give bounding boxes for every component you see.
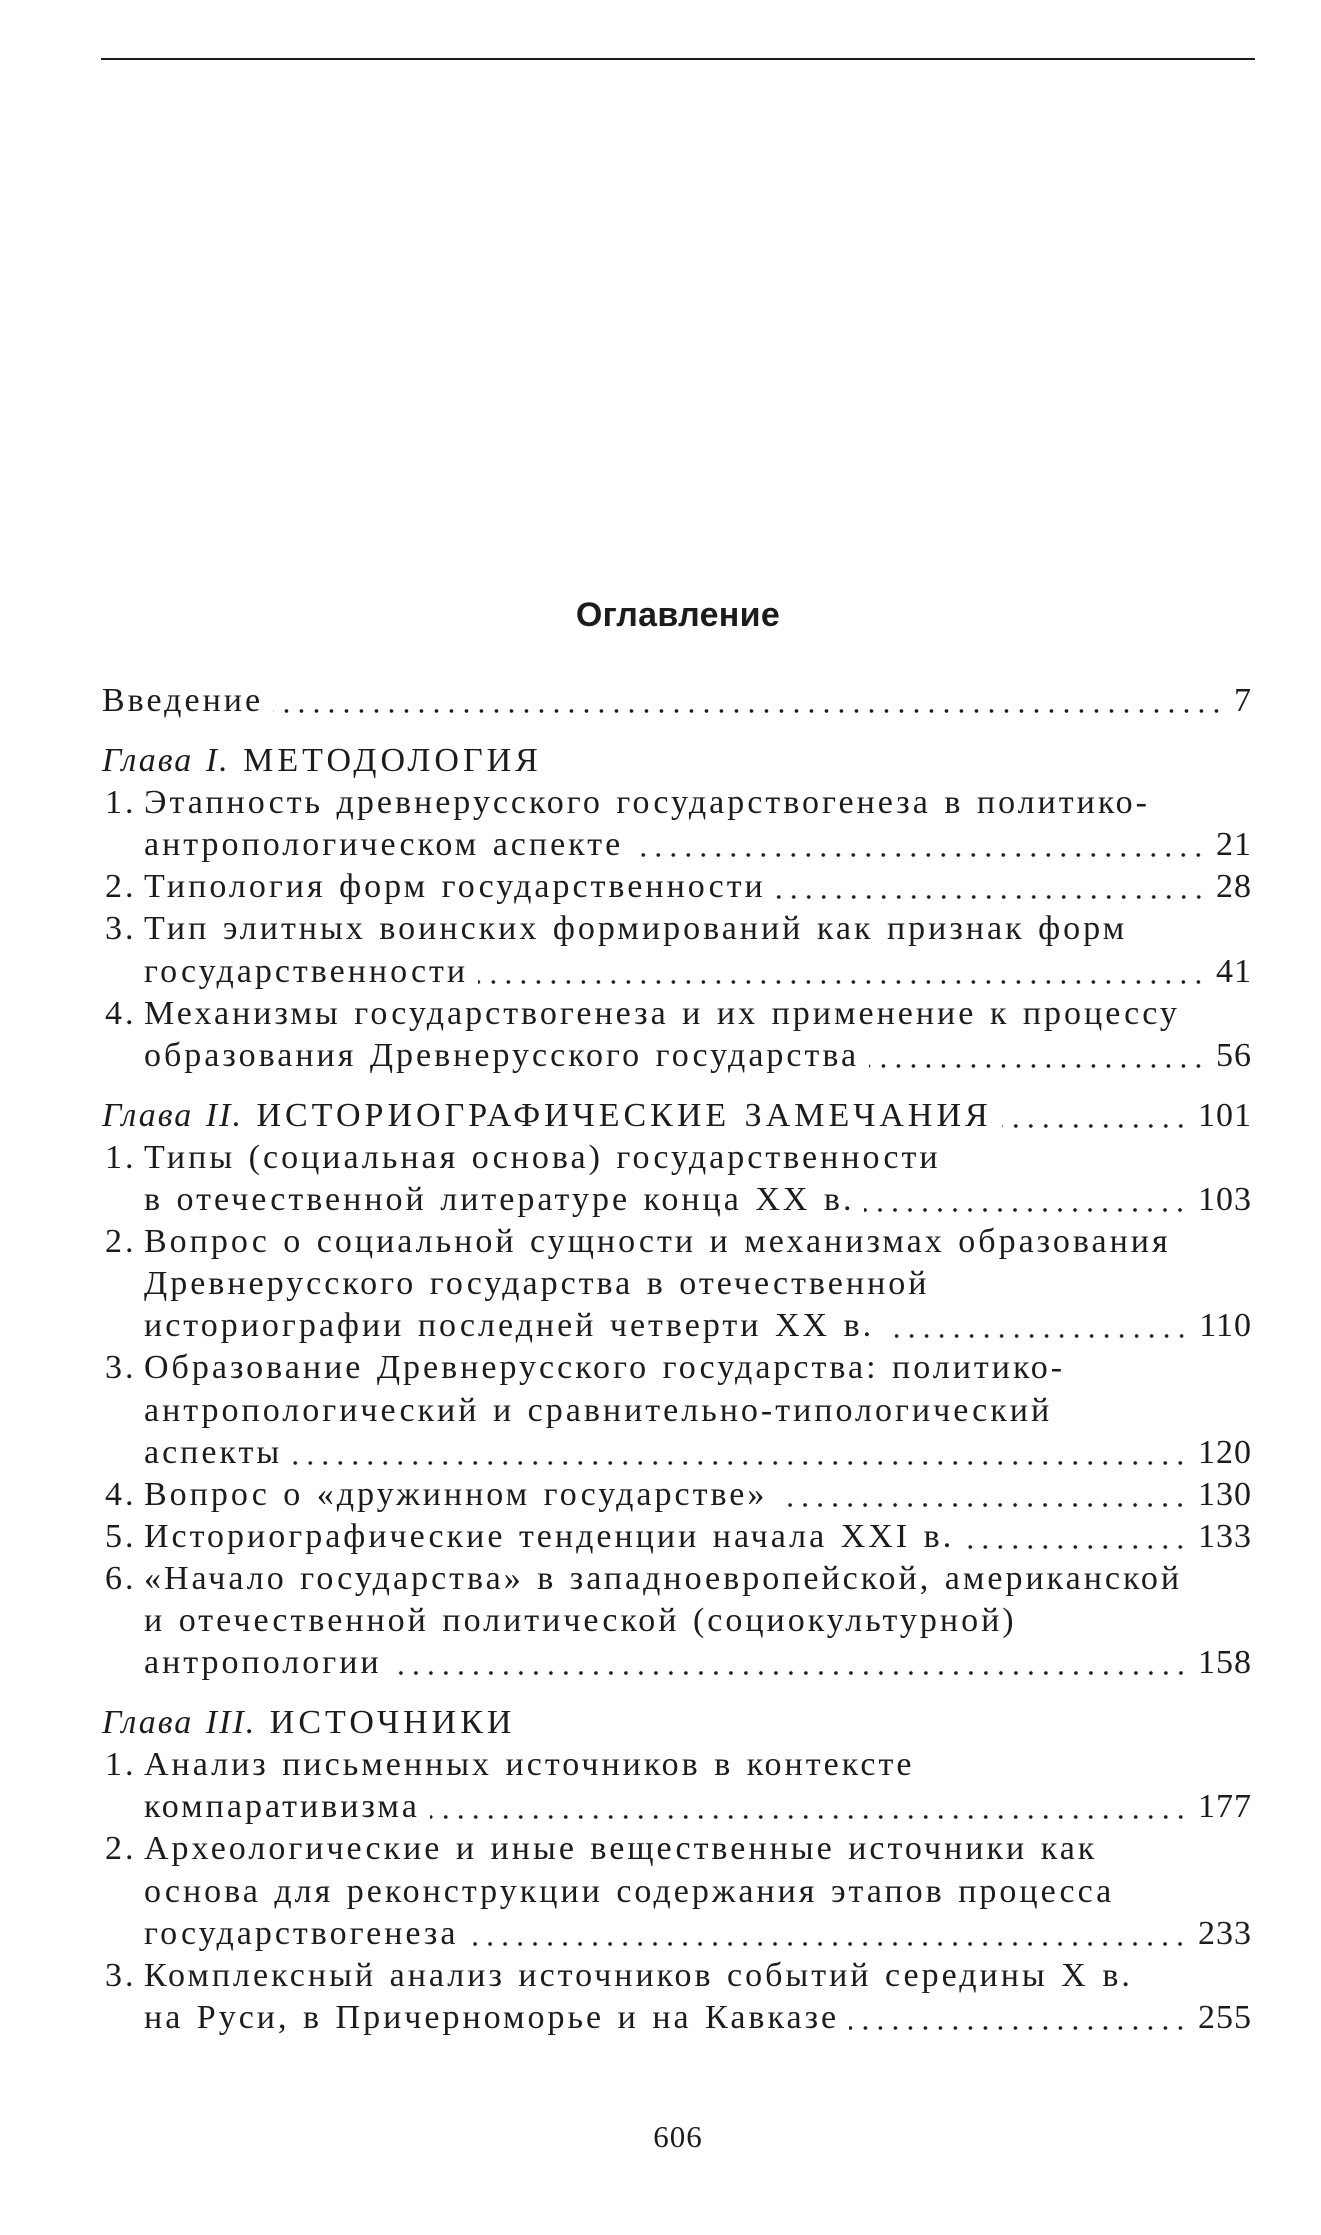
- chapter-title: МЕТОДОЛОГИЯ: [243, 742, 542, 780]
- chapter-title: ИСТОЧНИКИ: [269, 1704, 516, 1742]
- section-title-line: и отечественной политической (социокультурной): [144, 1601, 1017, 1639]
- section-title-line: антропологический и сравнительно-типологический: [144, 1391, 1053, 1429]
- dot-leader: [292, 1432, 1188, 1474]
- toc-line: [102, 1347, 1251, 1389]
- dot-leader: [1002, 1095, 1188, 1137]
- section-number: 5.: [105, 1517, 137, 1555]
- section-number: 4.: [105, 994, 137, 1032]
- toc-entry-introduction: [102, 680, 1251, 722]
- chapter-2-section-4: [102, 1474, 1251, 1516]
- section-title-line: антропологии: [144, 1644, 382, 1682]
- section-number: 1.: [105, 1746, 137, 1784]
- page-title: Оглавление: [575, 596, 781, 634]
- page-number: 120: [1198, 1433, 1252, 1471]
- chapter-3-heading: [102, 1702, 1251, 1744]
- section-title-line: историографии последней четверти XX в.: [144, 1307, 875, 1345]
- page-number: 101: [1198, 1096, 1252, 1134]
- dot-leader: [392, 1642, 1188, 1684]
- toc-line: [102, 1955, 1251, 1997]
- dot-leader: [273, 680, 1224, 722]
- section-title-line: государствогенеза: [144, 1914, 459, 1952]
- section-title-line: основа для реконструкции содержания этапов процесса: [144, 1872, 1115, 1910]
- toc-line: [102, 782, 1251, 824]
- chapter-2-section-2: [102, 1221, 1251, 1347]
- page-number: 41: [1216, 952, 1252, 990]
- page-number: 233: [1198, 1914, 1252, 1952]
- section-title-line: аспекты: [144, 1433, 283, 1471]
- section-title-line: антропологическом аспекте: [144, 826, 624, 864]
- chapter-1-section-4: [102, 993, 1251, 1077]
- section-title-line: Анализ письменных источников в контексте: [144, 1746, 915, 1784]
- toc-line: [102, 1642, 1251, 1684]
- toc-line: [102, 1744, 1251, 1786]
- section-title-line: Образование Древнерусского государства: политико-: [144, 1349, 1066, 1387]
- toc-line: [102, 1179, 1251, 1221]
- toc-line: [102, 1432, 1251, 1474]
- chapter-2-section-1: [102, 1137, 1251, 1221]
- section-number: 2.: [105, 868, 137, 906]
- chapter-prefix: Глава II.: [102, 1096, 243, 1134]
- toc-line: [102, 1035, 1251, 1077]
- section-title-line: Этапность древнерусского государствогенеза в политико-: [144, 784, 1150, 822]
- toc-line: [102, 1137, 1251, 1179]
- chapter-3-section-3: [102, 1955, 1251, 2039]
- page-number: 130: [1198, 1475, 1252, 1513]
- section-number: 1.: [105, 784, 137, 822]
- chapter-3: [102, 1702, 1251, 2039]
- section-number: 2.: [105, 1223, 137, 1261]
- section-title-line: Древнерусского государства в отечественной: [144, 1265, 930, 1303]
- dot-leader: [864, 1179, 1188, 1221]
- toc-line: [102, 1828, 1251, 1870]
- toc-line: [102, 1263, 1251, 1305]
- section-title-line: Типы (социальная основа) государственности: [144, 1138, 941, 1176]
- page-number: 177: [1198, 1788, 1252, 1826]
- dot-leader: [884, 1305, 1189, 1347]
- toc-line: [102, 1871, 1251, 1913]
- section-number: 3.: [105, 910, 137, 948]
- page-number: 255: [1198, 1998, 1252, 2036]
- dot-leader: [776, 866, 1206, 908]
- section-number: 6.: [105, 1559, 137, 1597]
- chapter-heading-text: [102, 1095, 992, 1137]
- section-number: 1.: [105, 1138, 137, 1176]
- section-number: 3.: [105, 1349, 137, 1387]
- chapter-2-section-3: [102, 1347, 1251, 1473]
- toc-line: [102, 1474, 1251, 1516]
- chapter-1: [102, 740, 1251, 1077]
- section-title-line: Типология форм государственности: [144, 868, 766, 906]
- chapter-title: ИСТОРИОГРАФИЧЕСКИЕ ЗАМЕЧАНИЯ: [256, 1096, 992, 1134]
- toc-line: [102, 824, 1251, 866]
- toc-line: [102, 866, 1251, 908]
- dot-leader: [478, 951, 1206, 993]
- section-title-line: Механизмы государствогенеза и их применение к процессу: [144, 994, 1180, 1032]
- header-rule: [101, 58, 1255, 60]
- page-number: 133: [1198, 1517, 1252, 1555]
- introduction-label: Введение: [102, 682, 264, 719]
- dot-leader: [777, 1474, 1188, 1516]
- section-title-line: Тип элитных воинских формирований как признак форм: [144, 910, 1128, 948]
- section-title-line: на Руси, в Причерноморье и на Кавказе: [144, 1998, 840, 2036]
- toc-line: [102, 1997, 1251, 2039]
- chapter-2-section-6: [102, 1558, 1251, 1684]
- chapter-1-section-3: [102, 908, 1251, 992]
- chapter-3-section-1: [102, 1744, 1251, 1828]
- toc-line: [102, 1558, 1251, 1600]
- chapter-heading-text: [102, 1702, 515, 1744]
- dot-leader: [964, 1516, 1188, 1558]
- page-number: 7: [1234, 682, 1252, 719]
- toc-line: [102, 1786, 1251, 1828]
- chapter-1-section-1: [102, 782, 1251, 866]
- page-number: 158: [1198, 1644, 1252, 1682]
- chapter-2: [102, 1095, 1251, 1684]
- toc-line: [102, 1913, 1251, 1955]
- section-title-line: Вопрос о «дружинном государстве»: [144, 1475, 768, 1513]
- section-title-line: компаративизма: [144, 1788, 420, 1826]
- toc-line: [102, 1221, 1251, 1263]
- section-number: 2.: [105, 1830, 137, 1868]
- chapter-3-section-2: [102, 1828, 1251, 1954]
- section-number: 3.: [105, 1956, 137, 1994]
- section-title-line: Комплексный анализ источников событий середины X в.: [144, 1956, 1133, 1994]
- section-number: 4.: [105, 1475, 137, 1513]
- dot-leader: [869, 1035, 1206, 1077]
- section-title-line: государственности: [144, 952, 469, 990]
- toc-line: [102, 993, 1251, 1035]
- chapter-1-heading: [102, 740, 1251, 782]
- chapter-1-section-2: [102, 866, 1251, 908]
- section-title-line: в отечественной литературе конца XX в.: [144, 1181, 855, 1219]
- section-title-line: образования Древнерусского государства: [144, 1036, 860, 1074]
- toc-line: [102, 951, 1251, 993]
- chapter-2-section-5: [102, 1516, 1251, 1558]
- dot-leader: [468, 1913, 1188, 1955]
- toc-line: [102, 1516, 1251, 1558]
- chapter-heading-text: [102, 740, 542, 782]
- table-of-contents: [102, 680, 1251, 2039]
- section-title-line: Вопрос о социальной сущности и механизмах образования: [144, 1223, 1171, 1261]
- page-number: 103: [1198, 1181, 1252, 1219]
- page-number: 28: [1216, 868, 1252, 906]
- section-title-line: «Начало государства» в западноевропейской, американской: [144, 1559, 1183, 1597]
- page-number: 21: [1216, 826, 1252, 864]
- chapter-2-heading: [102, 1095, 1251, 1137]
- section-title-line: Историографические тенденции начала XXI в.: [144, 1517, 955, 1555]
- toc-line: [102, 1600, 1251, 1642]
- page-number: 110: [1199, 1307, 1252, 1345]
- chapter-prefix: Глава III.: [102, 1704, 257, 1742]
- page-number: 56: [1216, 1036, 1252, 1074]
- chapter-prefix: Глава I.: [102, 742, 230, 780]
- toc-line: [102, 908, 1251, 950]
- toc-line: [102, 1390, 1251, 1432]
- toc-line: [102, 1305, 1251, 1347]
- dot-leader: [849, 1997, 1188, 2039]
- page-folio: 606: [653, 2119, 703, 2154]
- dot-leader: [430, 1786, 1188, 1828]
- section-title-line: Археологические и иные вещественные источники как: [144, 1830, 1098, 1868]
- dot-leader: [633, 824, 1206, 866]
